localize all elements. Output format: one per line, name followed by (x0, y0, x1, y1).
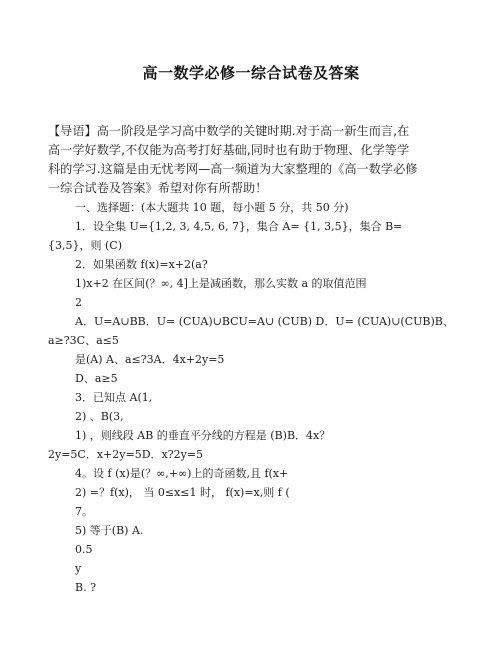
body-line: B. ? (75, 581, 96, 594)
section-heading: 一、选择题：(本大题共 10 题，每小题 5 分，共 50 分) (75, 201, 349, 214)
body-line: 是(A) A、a≤?3A．4x+2y=5 (75, 353, 225, 366)
body-line: 1)x+2 在区间(？∞, 4]上是减函数，那么实数 a 的取值范围 (75, 277, 367, 290)
intro-line-2: 高一学好数学,不仅能为高考打好基础,同时也有助于物理、化学等学 (48, 143, 410, 157)
body-line: 7。 (75, 505, 93, 518)
body-line: 5) 等于(B) A. (75, 524, 144, 537)
body-line: 2．如果函数 f(x)=x+2(a? (75, 258, 208, 271)
body-line: 3．已知点 A(1, (75, 391, 153, 404)
body-line: D、a≥5 (75, 372, 118, 385)
document-title: 高一数学必修一综合试卷及答案 (142, 64, 360, 82)
body-line: 2) =？f(x)， 当 0≤x≤1 时， f(x)=x,则 f ( (75, 486, 290, 499)
body-line: y (75, 562, 82, 575)
intro-line-4: 一综合试卷及答案》希望对你有所帮助！ (48, 181, 268, 195)
body-line: 2) 、B(3, (75, 410, 124, 423)
intro-line-1: 【导语】高一阶段是学习高中数学的关键时期.对于高一新生而言,在 (48, 124, 410, 138)
body-line: {3,5}，则 (C) (48, 239, 122, 252)
body-line: 2y=5C．x+2y=5D．x?2y=5 (48, 448, 204, 461)
body-line: A．U=A∪BB．U= (CUA)∪BCU=A∪ (CUB) D．U= (CUA)∪(CUB)B、 (75, 315, 454, 328)
body-line: 0.5 (75, 543, 93, 556)
body-line: 2 (75, 296, 82, 309)
intro-line-3: 科的学习.这篇是由无忧考网—高一频道为大家整理的《高一数学必修 (48, 162, 418, 176)
body-line: 1) ，则线段 AB 的垂直平分线的方程是 (B)B．4x？ (75, 429, 331, 442)
body-line: a≥?3C、a≤5 (48, 334, 119, 347)
body-line: 1．设全集 U={1,2, 3, 4,5, 6, 7}，集合 A= {1, 3,5}，集合 B= (75, 220, 403, 233)
body-line: 4。设 f (x)是(？∞,+∞)上的奇函数,且 f(x+ (75, 467, 289, 480)
